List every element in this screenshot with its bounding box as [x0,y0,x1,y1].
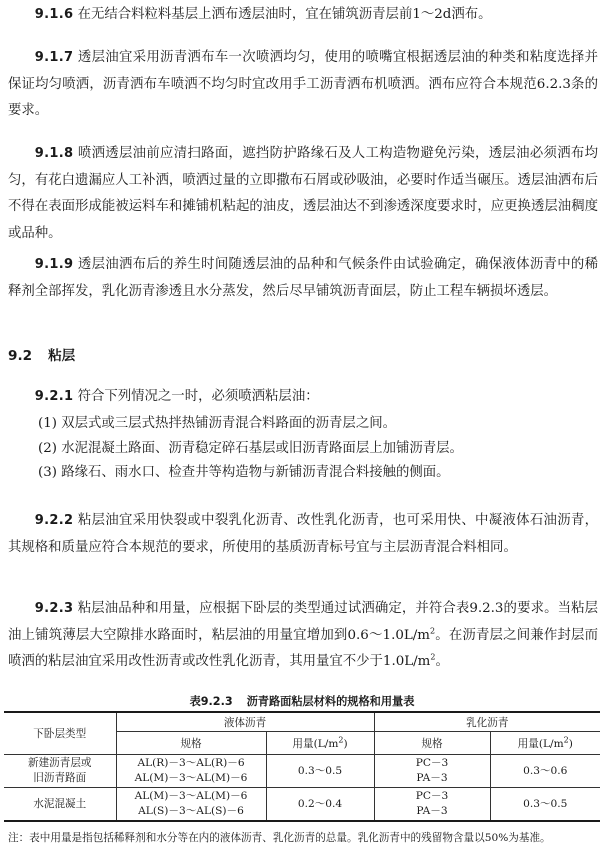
clause-number: 9.1.7 [34,50,74,65]
clause-text: 。在沥青层之间兼作封层而喷洒的粘层油宜采用改性沥青或改性乳化沥青，其用量宜不少于1.0L/m [8,627,598,669]
clause-9-1-8 [8,141,598,247]
list-item: (1) 双层式或三层式热拌热铺沥青混合料路面的沥青层之间。 [38,416,396,431]
header-amount: 用量$(L/m^2)$ [490,732,600,755]
clause-9-2-2 [8,508,598,561]
superscript: 2 [429,626,436,636]
table-title: 沥青路面粘层材料的规格和用量表 [246,695,415,708]
header-emulsified-asphalt: 乳化沥青 [374,712,600,732]
header-amount: 用量$(L/m^2)$ [266,732,374,755]
clause-9-1-7 [8,45,598,125]
section-title: 粘层 [48,348,76,364]
clause-9-2-1 [8,387,598,407]
clause-number: 9.2.3 [34,601,74,616]
clause-text: 在无结合料粒料基层上洒布透层油时，宜在铺筑沥青层前1～2d洒布。 [77,7,492,22]
section-number: 9.2 [8,348,33,364]
clause-number: 9.1.9 [34,257,74,272]
table-caption [0,693,604,709]
spec-table [4,711,600,822]
table-row [4,788,600,822]
table-note: 注：表中用量是指包括稀释剂和水分等在内的液体沥青、乳化沥青的总量。乳化沥青中的残留物含量以50%为基准。 [8,832,551,844]
clause-text: 粘层油品种和用量，应根据下卧层的类型通过试洒确定，并符合表9.2.3的要求。当粘层油上铺筑薄层大空隙排水路面时，粘层油的用量宜增加到0.6～1.0L/m [8,601,598,643]
section-heading [8,344,75,364]
clause-text: 。 [435,654,449,669]
clause-9-1-6 [8,2,598,29]
clause-9-1-9 [8,252,598,305]
cell-liquid-amount: 0.3～0.5 [266,755,374,788]
cell-liquid-spec: AL(R)－3～AL(R)－6 AL(M)－3～AL(M)－6 [116,755,266,788]
cell-lower-layer: 新建沥青层或 旧沥青路面 [4,755,116,788]
header-lower-layer: 下卧层类型 [4,712,116,755]
table-header-row [4,712,600,732]
table-row [4,755,600,788]
clause-text: 符合下列情况之一时，必须喷洒粘层油： [77,389,319,404]
cell-emulsified-spec: PC－3 PA－3 [374,788,490,822]
table-number: 表9.2.3 [189,695,233,708]
clause-text: 透层油宜采用沥青洒布车一次喷洒均匀，使用的喷嘴宜根据透层油的种类和粘度选择并保证均匀喷洒，沥青洒布车喷洒不均匀时宜改用手工沥青洒布机喷洒。洒布应符合本规范6.2.3条的要求。 [8,50,598,118]
cell-lower-layer: 水泥混凝土 [4,788,116,822]
clause-number: 9.2.1 [34,389,74,404]
cell-emulsified-spec: PC－3 PA－3 [374,755,490,788]
clause-text: 透层油洒布后的养生时间随透层油的品种和气候条件由试验确定，确保液体沥青中的稀释剂全部挥发，乳化沥青渗透且水分蒸发，然后尽早铺筑沥青面层，防止工程车辆损坏透层。 [8,257,598,299]
cell-liquid-spec: AL(M)－3～AL(M)－6 AL(S)－3～AL(S)－6 [116,788,266,822]
cell-emulsified-amount: 0.3～0.6 [490,755,600,788]
header-spec: 规格 [116,732,266,755]
list-item: (3) 路缘石、雨水口、检查井等构造物与新铺沥青混合料接触的侧面。 [38,465,450,480]
clause-number: 9.1.6 [34,7,74,22]
superscript: 2 [430,652,436,662]
list-item: (2) 水泥混凝土路面、沥青稳定碎石基层或旧沥青路面层上加铺沥青层。 [38,441,463,456]
clause-number: 9.1.8 [34,146,74,161]
header-spec: 规格 [374,732,490,755]
clause-number: 9.2.2 [34,513,74,528]
clause-text: 喷洒透层油前应清扫路面，遮挡防护路缘石及人工构造物避免污染，透层油必须洒布均匀，有花白遗漏应人工补洒，喷洒过量的立即撒布石屑或砂吸油，必要时作适当碾压。透层油洒布后不得在表面形成能被运料车和摊铺机粘起的油皮，透层油达不到渗透深度要求时，应更换透层油稠度或品种。 [8,146,598,241]
header-liquid-asphalt: 液体沥青 [116,712,374,732]
cell-liquid-amount: 0.2～0.4 [266,788,374,822]
cell-emulsified-amount: 0.3～0.5 [490,788,600,822]
clause-9-2-3 [8,596,598,676]
clause-text: 粘层油宜采用快裂或中裂乳化沥青、改性乳化沥青，也可采用快、中凝液体石油沥青，其规格和质量应符合本规范的要求，所使用的基质沥青标号宜与主层沥青混合料相同。 [8,513,598,555]
